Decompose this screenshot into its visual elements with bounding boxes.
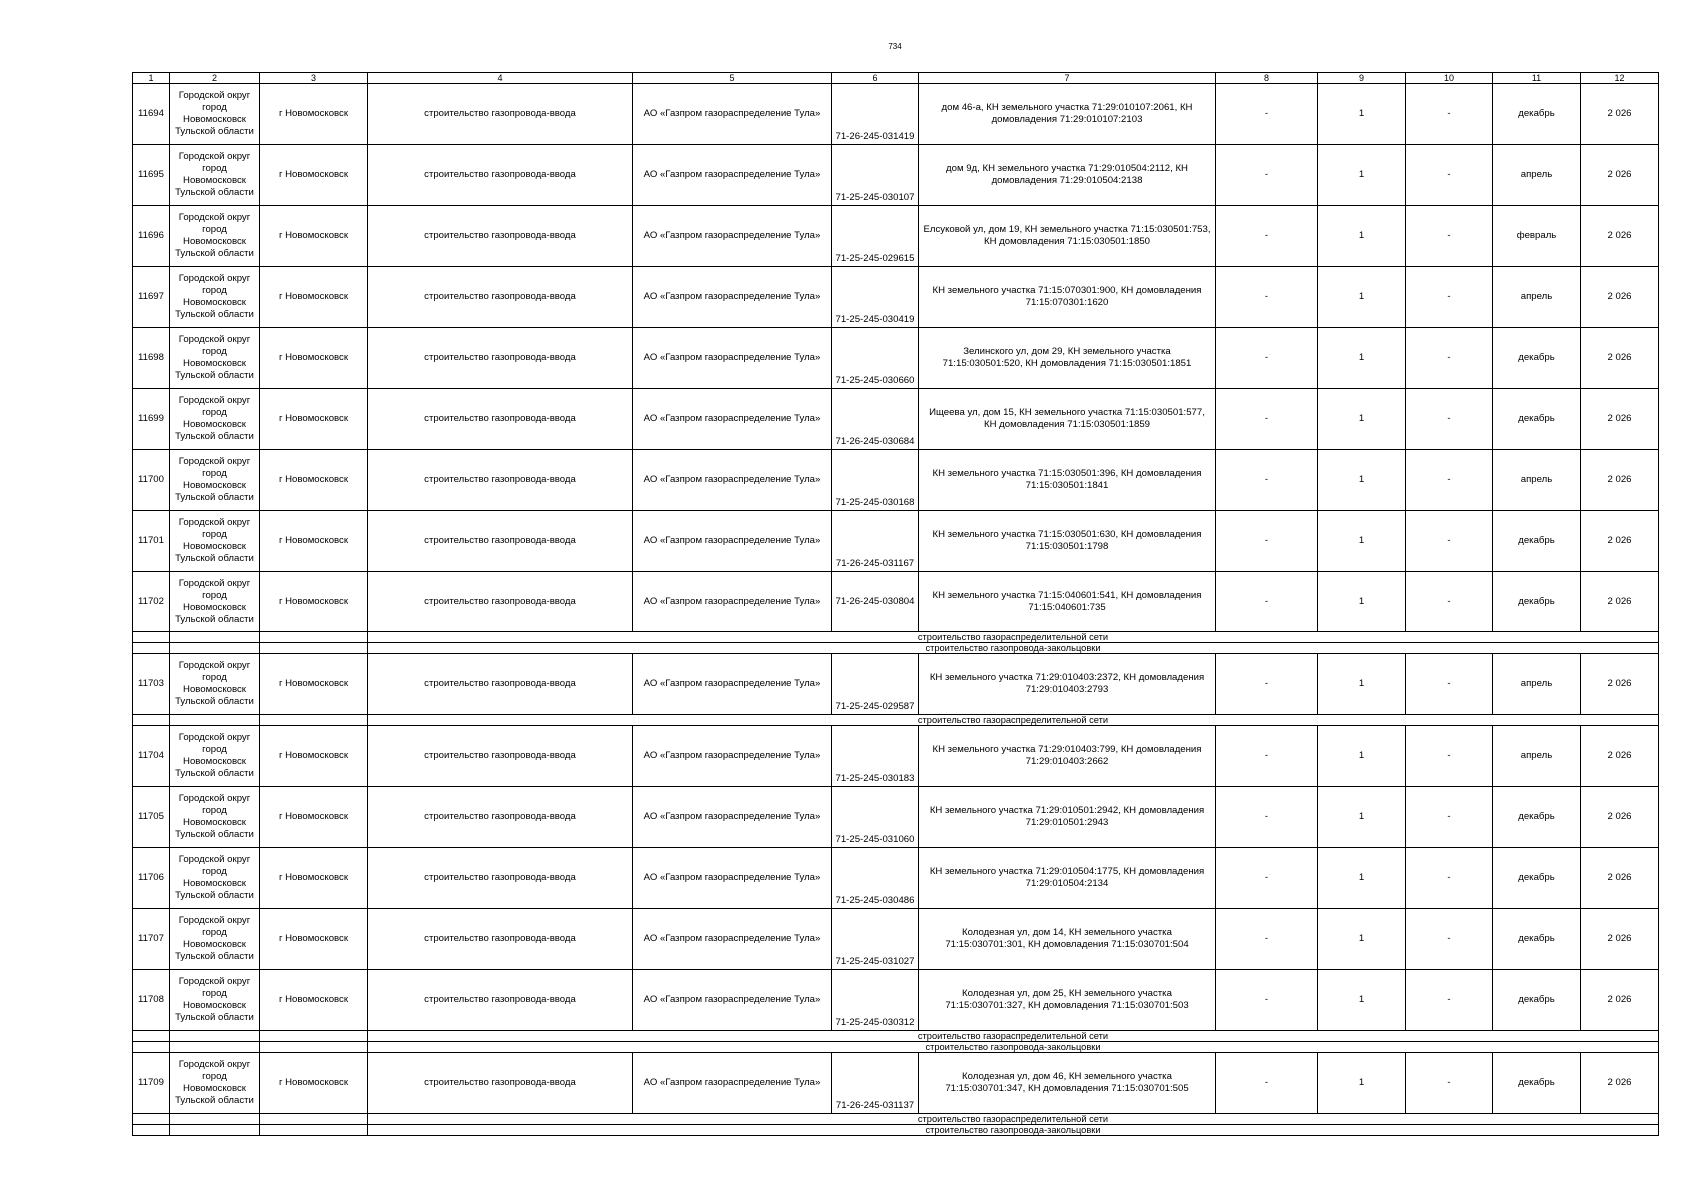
object-code-cell: 71-26-245-030684: [832, 389, 919, 450]
section-row: [133, 1031, 1659, 1042]
district-cell: Городской округ город Новомосковск Тульской области: [170, 267, 260, 328]
organization-cell: АО «Газпром газораспределение Тула»: [633, 206, 832, 267]
empty-cell: [260, 1042, 368, 1053]
locality-cell: г Новомосковск: [260, 206, 368, 267]
month-cell: апрель: [1493, 654, 1581, 715]
locality-cell: г Новомосковск: [260, 145, 368, 206]
year-cell: 2 026: [1581, 970, 1659, 1031]
address-cell: Колодезная ул, дом 25, КН земельного участка 71:15:030701:327, КН домовладения 71:15:030701:503: [919, 970, 1216, 1031]
column-number-row: [133, 73, 1659, 84]
column-8-cell: -: [1216, 848, 1318, 909]
column-10-cell: -: [1406, 450, 1493, 511]
empty-cell: [133, 632, 170, 643]
address-cell: дом 46-а, КН земельного участка 71:29:010107:2061, КН домовладения 71:29:010107:2103: [919, 84, 1216, 145]
quantity-cell: 1: [1318, 511, 1406, 572]
quantity-cell: 1: [1318, 909, 1406, 970]
object-code-cell: 71-25-245-030168: [832, 450, 919, 511]
object-code-cell: 71-25-245-029587: [832, 654, 919, 715]
section-row: [133, 715, 1659, 726]
address-cell: КН земельного участка 71:29:010504:1775, КН домовладения 71:29:010504:2134: [919, 848, 1216, 909]
column-number-3: 3: [260, 73, 368, 84]
row-number: 11697: [133, 267, 170, 328]
object-code-cell: 71-26-245-031137: [832, 1053, 919, 1114]
month-cell: апрель: [1493, 267, 1581, 328]
year-cell: 2 026: [1581, 389, 1659, 450]
object-code-cell: 71-25-245-029615: [832, 206, 919, 267]
column-number-9: 9: [1318, 73, 1406, 84]
column-8-cell: -: [1216, 145, 1318, 206]
month-cell: декабрь: [1493, 572, 1581, 632]
district-cell: Городской округ город Новомосковск Тульской области: [170, 206, 260, 267]
column-10-cell: -: [1406, 848, 1493, 909]
column-8-cell: -: [1216, 328, 1318, 389]
quantity-cell: 1: [1318, 389, 1406, 450]
month-cell: декабрь: [1493, 511, 1581, 572]
district-cell: Городской округ город Новомосковск Тульской области: [170, 848, 260, 909]
address-cell: Елсуковой ул, дом 19, КН земельного участка 71:15:030501:753, КН домовладения 71:15:030501:1850: [919, 206, 1216, 267]
column-10-cell: -: [1406, 654, 1493, 715]
quantity-cell: 1: [1318, 726, 1406, 787]
empty-cell: [133, 643, 170, 654]
year-cell: 2 026: [1581, 450, 1659, 511]
object-code-cell: 71-25-245-030107: [832, 145, 919, 206]
organization-cell: АО «Газпром газораспределение Тула»: [633, 654, 832, 715]
work-type-cell: строительство газопровода-ввода: [368, 511, 633, 572]
section-title: строительство газораспределительной сети: [368, 1114, 1659, 1125]
row-number: 11700: [133, 450, 170, 511]
address-cell: дом 9д, КН земельного участка 71:29:010504:2112, КН домовладения 71:29:010504:2138: [919, 145, 1216, 206]
organization-cell: АО «Газпром газораспределение Тула»: [633, 848, 832, 909]
column-number-5: 5: [633, 73, 832, 84]
locality-cell: г Новомосковск: [260, 450, 368, 511]
work-type-cell: строительство газопровода-ввода: [368, 970, 633, 1031]
year-cell: 2 026: [1581, 848, 1659, 909]
year-cell: 2 026: [1581, 267, 1659, 328]
column-10-cell: -: [1406, 970, 1493, 1031]
address-cell: Зелинского ул, дом 29, КН земельного участка 71:15:030501:520, КН домовладения 71:15:030501:1851: [919, 328, 1216, 389]
column-number-7: 7: [919, 73, 1216, 84]
district-cell: Городской округ город Новомосковск Тульской области: [170, 145, 260, 206]
work-type-cell: строительство газопровода-ввода: [368, 328, 633, 389]
column-number-8: 8: [1216, 73, 1318, 84]
row-number: 11708: [133, 970, 170, 1031]
column-number-6: 6: [832, 73, 919, 84]
month-cell: декабрь: [1493, 970, 1581, 1031]
object-code-cell: 71-26-245-031419: [832, 84, 919, 145]
column-8-cell: -: [1216, 84, 1318, 145]
table-row: [133, 787, 1659, 848]
column-8-cell: -: [1216, 909, 1318, 970]
quantity-cell: 1: [1318, 450, 1406, 511]
table-row: [133, 970, 1659, 1031]
work-type-cell: строительство газопровода-ввода: [368, 787, 633, 848]
page-number: 734: [888, 42, 902, 51]
month-cell: декабрь: [1493, 909, 1581, 970]
district-cell: Городской округ город Новомосковск Тульской области: [170, 84, 260, 145]
quantity-cell: 1: [1318, 84, 1406, 145]
address-cell: Колодезная ул, дом 46, КН земельного участка 71:15:030701:347, КН домовладения 71:15:030701:505: [919, 1053, 1216, 1114]
work-type-cell: строительство газопровода-ввода: [368, 267, 633, 328]
month-cell: декабрь: [1493, 1053, 1581, 1114]
column-number-4: 4: [368, 73, 633, 84]
column-8-cell: -: [1216, 267, 1318, 328]
column-8-cell: -: [1216, 1053, 1318, 1114]
empty-cell: [133, 715, 170, 726]
organization-cell: АО «Газпром газораспределение Тула»: [633, 909, 832, 970]
row-number: 11707: [133, 909, 170, 970]
column-10-cell: -: [1406, 511, 1493, 572]
empty-cell: [260, 715, 368, 726]
year-cell: 2 026: [1581, 84, 1659, 145]
district-cell: Городской округ город Новомосковск Тульской области: [170, 970, 260, 1031]
district-cell: Городской округ город Новомосковск Тульской области: [170, 909, 260, 970]
quantity-cell: 1: [1318, 328, 1406, 389]
quantity-cell: 1: [1318, 267, 1406, 328]
locality-cell: г Новомосковск: [260, 572, 368, 632]
locality-cell: г Новомосковск: [260, 1053, 368, 1114]
month-cell: декабрь: [1493, 787, 1581, 848]
table-row: [133, 267, 1659, 328]
section-title: строительство газопровода-закольцовки: [368, 1042, 1659, 1053]
object-code-cell: 71-25-245-030486: [832, 848, 919, 909]
empty-cell: [170, 1042, 260, 1053]
row-number: 11704: [133, 726, 170, 787]
column-number-1: 1: [133, 73, 170, 84]
organization-cell: АО «Газпром газораспределение Тула»: [633, 511, 832, 572]
empty-cell: [133, 1114, 170, 1125]
organization-cell: АО «Газпром газораспределение Тула»: [633, 1053, 832, 1114]
work-type-cell: строительство газопровода-ввода: [368, 84, 633, 145]
column-10-cell: -: [1406, 206, 1493, 267]
section-row: [133, 1125, 1659, 1136]
quantity-cell: 1: [1318, 970, 1406, 1031]
locality-cell: г Новомосковск: [260, 267, 368, 328]
district-cell: Городской округ город Новомосковск Тульской области: [170, 726, 260, 787]
organization-cell: АО «Газпром газораспределение Тула»: [633, 389, 832, 450]
district-cell: Городской округ город Новомосковск Тульской области: [170, 450, 260, 511]
month-cell: декабрь: [1493, 84, 1581, 145]
work-type-cell: строительство газопровода-ввода: [368, 848, 633, 909]
locality-cell: г Новомосковск: [260, 970, 368, 1031]
section-row: [133, 1114, 1659, 1125]
table-row: [133, 206, 1659, 267]
empty-cell: [170, 1114, 260, 1125]
section-title: строительство газораспределительной сети: [368, 1031, 1659, 1042]
organization-cell: АО «Газпром газораспределение Тула»: [633, 328, 832, 389]
column-8-cell: -: [1216, 970, 1318, 1031]
organization-cell: АО «Газпром газораспределение Тула»: [633, 267, 832, 328]
locality-cell: г Новомосковск: [260, 787, 368, 848]
section-row: [133, 1042, 1659, 1053]
section-row: [133, 632, 1659, 643]
empty-cell: [170, 643, 260, 654]
work-type-cell: строительство газопровода-ввода: [368, 145, 633, 206]
empty-cell: [133, 1042, 170, 1053]
address-cell: Ищеева ул, дом 15, КН земельного участка 71:15:030501:577, КН домовладения 71:15:030501:1859: [919, 389, 1216, 450]
year-cell: 2 026: [1581, 572, 1659, 632]
row-number: 11702: [133, 572, 170, 632]
locality-cell: г Новомосковск: [260, 84, 368, 145]
object-code-cell: 71-26-245-030804: [832, 572, 919, 632]
column-8-cell: -: [1216, 654, 1318, 715]
locality-cell: г Новомосковск: [260, 848, 368, 909]
district-cell: Городской округ город Новомосковск Тульской области: [170, 328, 260, 389]
year-cell: 2 026: [1581, 654, 1659, 715]
column-10-cell: -: [1406, 787, 1493, 848]
year-cell: 2 026: [1581, 145, 1659, 206]
object-code-cell: 71-25-245-030183: [832, 726, 919, 787]
column-number-11: 11: [1493, 73, 1581, 84]
address-cell: КН земельного участка 71:29:010403:2372, КН домовладения 71:29:010403:2793: [919, 654, 1216, 715]
row-number: 11705: [133, 787, 170, 848]
organization-cell: АО «Газпром газораспределение Тула»: [633, 450, 832, 511]
object-code-cell: 71-25-245-031027: [832, 909, 919, 970]
empty-cell: [170, 1125, 260, 1136]
quantity-cell: 1: [1318, 787, 1406, 848]
row-number: 11699: [133, 389, 170, 450]
work-type-cell: строительство газопровода-ввода: [368, 206, 633, 267]
table-row: [133, 450, 1659, 511]
column-8-cell: -: [1216, 511, 1318, 572]
column-10-cell: -: [1406, 1053, 1493, 1114]
column-8-cell: -: [1216, 726, 1318, 787]
quantity-cell: 1: [1318, 145, 1406, 206]
organization-cell: АО «Газпром газораспределение Тула»: [633, 787, 832, 848]
work-type-cell: строительство газопровода-ввода: [368, 1053, 633, 1114]
object-code-cell: 71-25-245-031060: [832, 787, 919, 848]
quantity-cell: 1: [1318, 1053, 1406, 1114]
object-code-cell: 71-25-245-030660: [832, 328, 919, 389]
locality-cell: г Новомосковск: [260, 389, 368, 450]
table-row: [133, 389, 1659, 450]
locality-cell: г Новомосковск: [260, 726, 368, 787]
registry-table: [132, 72, 1659, 1136]
month-cell: апрель: [1493, 145, 1581, 206]
locality-cell: г Новомосковск: [260, 909, 368, 970]
column-8-cell: -: [1216, 206, 1318, 267]
empty-cell: [260, 643, 368, 654]
empty-cell: [170, 715, 260, 726]
work-type-cell: строительство газопровода-ввода: [368, 389, 633, 450]
month-cell: декабрь: [1493, 328, 1581, 389]
row-number: 11706: [133, 848, 170, 909]
row-number: 11696: [133, 206, 170, 267]
organization-cell: АО «Газпром газораспределение Тула»: [633, 970, 832, 1031]
quantity-cell: 1: [1318, 654, 1406, 715]
object-code-cell: 71-25-245-030419: [832, 267, 919, 328]
table-row: [133, 572, 1659, 632]
table-row: [133, 848, 1659, 909]
column-10-cell: -: [1406, 726, 1493, 787]
address-cell: КН земельного участка 71:15:040601:541, КН домовладения 71:15:040601:735: [919, 572, 1216, 632]
column-10-cell: -: [1406, 145, 1493, 206]
district-cell: Городской округ город Новомосковск Тульской области: [170, 787, 260, 848]
empty-cell: [133, 1125, 170, 1136]
row-number: 11694: [133, 84, 170, 145]
district-cell: Городской округ город Новомосковск Тульской области: [170, 1053, 260, 1114]
column-number-2: 2: [170, 73, 260, 84]
column-10-cell: -: [1406, 328, 1493, 389]
table-row: [133, 726, 1659, 787]
quantity-cell: 1: [1318, 206, 1406, 267]
quantity-cell: 1: [1318, 848, 1406, 909]
month-cell: апрель: [1493, 450, 1581, 511]
address-cell: КН земельного участка 71:29:010501:2942, КН домовладения 71:29:010501:2943: [919, 787, 1216, 848]
locality-cell: г Новомосковск: [260, 328, 368, 389]
address-cell: Колодезная ул, дом 14, КН земельного участка 71:15:030701:301, КН домовладения 71:15:030701:504: [919, 909, 1216, 970]
organization-cell: АО «Газпром газораспределение Тула»: [633, 84, 832, 145]
row-number: 11703: [133, 654, 170, 715]
table-row: [133, 328, 1659, 389]
table-row: [133, 84, 1659, 145]
address-cell: КН земельного участка 71:15:030501:630, КН домовладения 71:15:030501:1798: [919, 511, 1216, 572]
column-number-12: 12: [1581, 73, 1659, 84]
table-row: [133, 145, 1659, 206]
column-8-cell: -: [1216, 572, 1318, 632]
district-cell: Городской округ город Новомосковск Тульской области: [170, 654, 260, 715]
quantity-cell: 1: [1318, 572, 1406, 632]
table-row: [133, 909, 1659, 970]
table-row: [133, 1053, 1659, 1114]
organization-cell: АО «Газпром газораспределение Тула»: [633, 572, 832, 632]
empty-cell: [170, 632, 260, 643]
month-cell: декабрь: [1493, 389, 1581, 450]
column-10-cell: -: [1406, 84, 1493, 145]
year-cell: 2 026: [1581, 511, 1659, 572]
section-row: [133, 643, 1659, 654]
object-code-cell: 71-26-245-031167: [832, 511, 919, 572]
column-8-cell: -: [1216, 787, 1318, 848]
year-cell: 2 026: [1581, 787, 1659, 848]
month-cell: декабрь: [1493, 848, 1581, 909]
locality-cell: г Новомосковск: [260, 654, 368, 715]
district-cell: Городской округ город Новомосковск Тульской области: [170, 572, 260, 632]
work-type-cell: строительство газопровода-ввода: [368, 450, 633, 511]
work-type-cell: строительство газопровода-ввода: [368, 654, 633, 715]
address-cell: КН земельного участка 71:15:070301:900, КН домовладения 71:15:070301:1620: [919, 267, 1216, 328]
row-number: 11709: [133, 1053, 170, 1114]
year-cell: 2 026: [1581, 1053, 1659, 1114]
row-number: 11695: [133, 145, 170, 206]
column-number-10: 10: [1406, 73, 1493, 84]
work-type-cell: строительство газопровода-ввода: [368, 572, 633, 632]
section-title: строительство газопровода-закольцовки: [368, 1125, 1659, 1136]
section-title: строительство газораспределительной сети: [368, 715, 1659, 726]
empty-cell: [170, 1031, 260, 1042]
year-cell: 2 026: [1581, 726, 1659, 787]
address-cell: КН земельного участка 71:29:010403:799, КН домовладения 71:29:010403:2662: [919, 726, 1216, 787]
organization-cell: АО «Газпром газораспределение Тула»: [633, 726, 832, 787]
column-10-cell: -: [1406, 909, 1493, 970]
registry-body: [133, 73, 1659, 1136]
empty-cell: [260, 1031, 368, 1042]
work-type-cell: строительство газопровода-ввода: [368, 909, 633, 970]
district-cell: Городской округ город Новомосковск Тульской области: [170, 511, 260, 572]
row-number: 11698: [133, 328, 170, 389]
section-title: строительство газопровода-закольцовки: [368, 643, 1659, 654]
table-row: [133, 654, 1659, 715]
work-type-cell: строительство газопровода-ввода: [368, 726, 633, 787]
empty-cell: [260, 632, 368, 643]
year-cell: 2 026: [1581, 328, 1659, 389]
empty-cell: [260, 1125, 368, 1136]
month-cell: апрель: [1493, 726, 1581, 787]
row-number: 11701: [133, 511, 170, 572]
organization-cell: АО «Газпром газораспределение Тула»: [633, 145, 832, 206]
column-10-cell: -: [1406, 267, 1493, 328]
column-10-cell: -: [1406, 389, 1493, 450]
locality-cell: г Новомосковск: [260, 511, 368, 572]
section-title: строительство газораспределительной сети: [368, 632, 1659, 643]
column-10-cell: -: [1406, 572, 1493, 632]
year-cell: 2 026: [1581, 206, 1659, 267]
address-cell: КН земельного участка 71:15:030501:396, КН домовладения 71:15:030501:1841: [919, 450, 1216, 511]
table-row: [133, 511, 1659, 572]
empty-cell: [133, 1031, 170, 1042]
column-8-cell: -: [1216, 450, 1318, 511]
month-cell: февраль: [1493, 206, 1581, 267]
district-cell: Городской округ город Новомосковск Тульской области: [170, 389, 260, 450]
year-cell: 2 026: [1581, 909, 1659, 970]
empty-cell: [260, 1114, 368, 1125]
object-code-cell: 71-25-245-030312: [832, 970, 919, 1031]
column-8-cell: -: [1216, 389, 1318, 450]
